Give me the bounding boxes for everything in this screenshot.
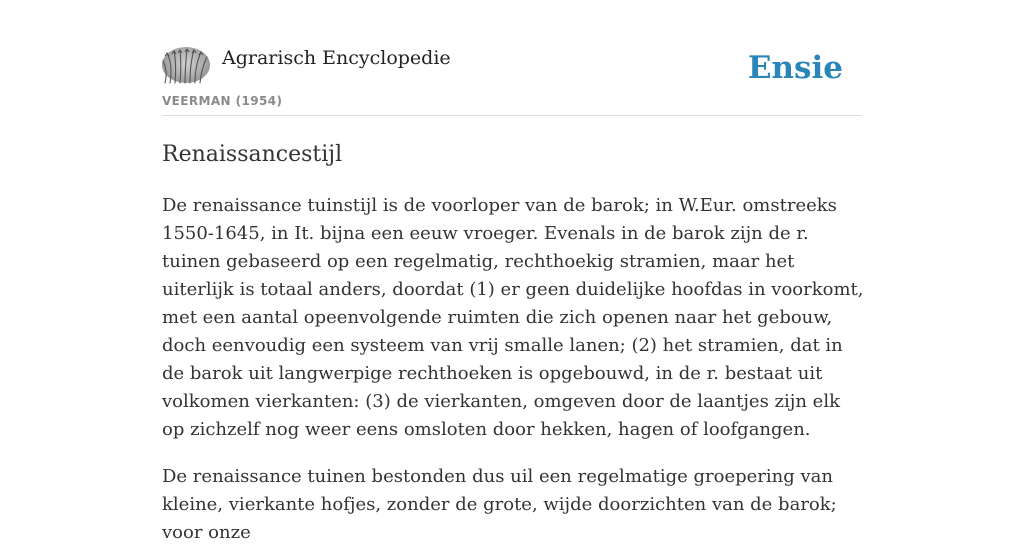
article-title: Renaissancestijl xyxy=(162,142,343,167)
source-author-year: VEERMAN (1954) xyxy=(162,94,283,108)
wheat-field-logo-icon[interactable] xyxy=(162,47,210,83)
article-paragraph: De renaissance tuinstijl is de voorloper van de barok; in W.Eur. omstreeks 1550-1645, in It. bijna een eeuw vroeger. Evenals in de barok zijn de r. tuinen gebaseerd op een regelmatig, rechthoekig stramien, maar het uiterlijk is totaal anders, doordat (1) er geen duidelijke hoofdas in voorkomt, met een aantal opeenvolgende ruimten die zich openen naar het gebouw, doch eenvoudig een systeem van vrij smalle lanen; (2) het stramien, dat in de barok uit langwerpige rechthoeken is opgebouwd, in de r. bestaat uit volkomen vierkanten: (3) de vierkanten, omgeven door de laantjes zijn elk op zichzelf nog weer eens omsloten door hekken, hagen of loofgangen. xyxy=(162,195,864,440)
ensie-brand-logo[interactable]: Ensie xyxy=(747,50,843,86)
source-title[interactable]: Agrarisch Encyclopedie xyxy=(222,47,451,69)
source-header xyxy=(162,45,862,116)
article-paragraph: De renaissance tuinen bestonden dus uil een regelmatige groepering van kleine, vierkante hofjes, zonder de grote, wijde doorzichten van de barok; voor onze xyxy=(162,466,837,543)
article xyxy=(162,139,864,547)
